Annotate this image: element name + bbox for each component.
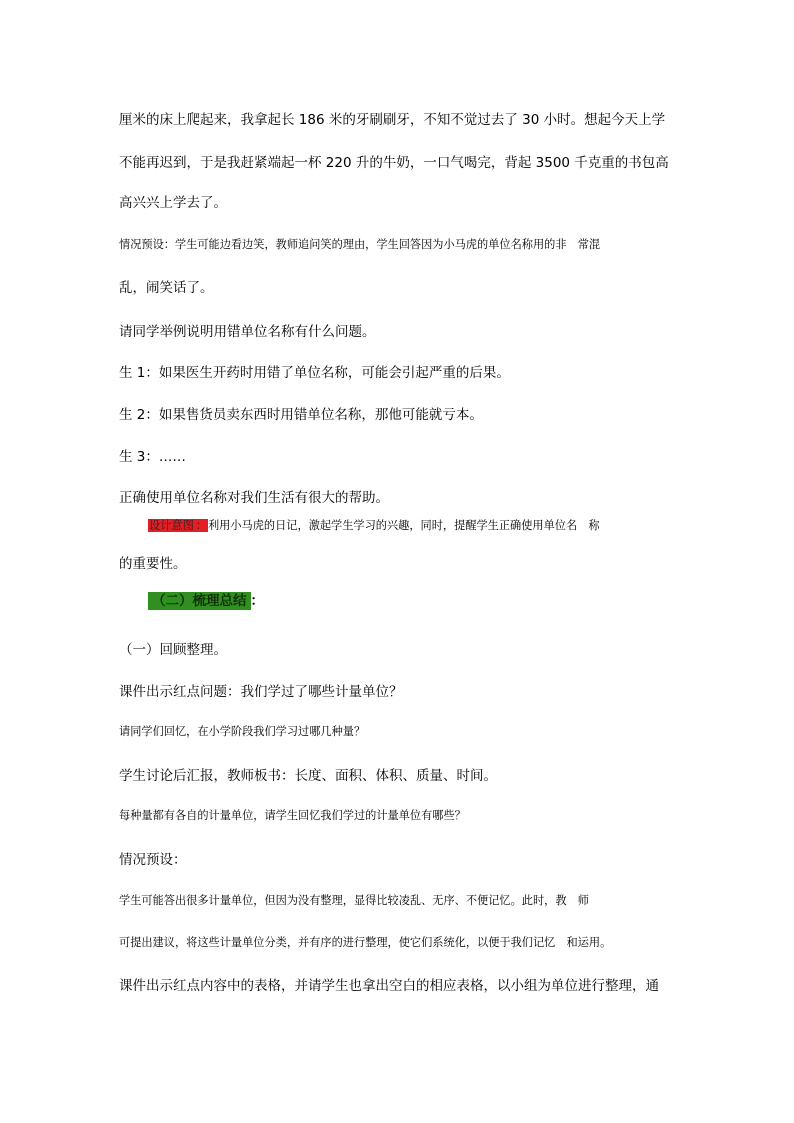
answer-1: 生 1：如果医生开药时用错了单位名称，可能会引起严重的后果。 — [119, 365, 510, 381]
story-line-2: 不能再迟到，于是我赶紧端起一杯 220 升的牛奶，一口气喝完，背起 3500 千克重的书包高 — [119, 155, 669, 171]
section-heading — [148, 589, 264, 609]
design-intent-text: 利用小马虎的日记，激起学生学习的兴趣，同时，提醒学生正确使用单位名 称 — [207, 519, 600, 532]
subsection-title: （一）回顾整理。 — [119, 642, 227, 658]
situation2-line-1: 学生可能答出很多计量单位，但因为没有整理，显得比较凌乱、无序、不便记忆。此时，教 师 — [119, 894, 589, 907]
courseware-table-text: 课件出示红点内容中的表格，并请学生也拿出空白的相应表格，以小组为单位进行整理，通 — [119, 978, 659, 994]
situation-line-2: 乱，闹笑话了。 — [119, 280, 214, 296]
section-label: （二）梳理总结 — [148, 592, 251, 610]
situation2-line-2: 可提出建议，将这些计量单位分类，并有序的进行整理，使它们系统化，以便于我们记忆 和运用。 — [119, 936, 612, 949]
discussion-text: 学生讨论后汇报，教师板书：长度、面积、体积、质量、时间。 — [119, 768, 497, 784]
design-intent-label: 设计意图 — [149, 519, 194, 532]
design-intent-line — [148, 517, 600, 533]
units-question: 每种量都有各自的计量单位，请学生回忆我们学过的计量单位有哪些？ — [119, 809, 466, 822]
question-text: 请同学举例说明用错单位名称有什么问题。 — [119, 324, 376, 340]
answer-2: 生 2：如果售货员卖东西时用错单位名称，那他可能就亏本。 — [119, 407, 483, 423]
situation-line-1: 情况预设：学生可能边看边笑，教师追问笑的理由，学生回答因为小马虎的单位名称用的非 常混 — [119, 238, 601, 251]
design-intent-continuation: 的重要性。 — [119, 556, 187, 572]
recall-prompt: 请同学们回忆，在小学阶段我们学习过哪几种量？ — [119, 725, 366, 738]
story-line-3: 高兴兴上学去了。 — [119, 195, 227, 211]
design-intent-colon: ： — [195, 519, 207, 532]
conclusion-text: 正确使用单位名称对我们生活有很大的帮助。 — [119, 490, 389, 506]
story-line-1: 厘米的床上爬起来，我拿起长 186 米的牙刷刷牙，不知不觉过去了 30 小时。想起今天上学 — [119, 112, 666, 128]
situation-title: 情况预设： — [119, 852, 187, 868]
section-colon: ： — [250, 593, 264, 609]
answer-3: 生 3：…… — [119, 449, 186, 465]
courseware-question: 课件出示红点问题：我们学过了哪些计量单位？ — [119, 684, 403, 700]
